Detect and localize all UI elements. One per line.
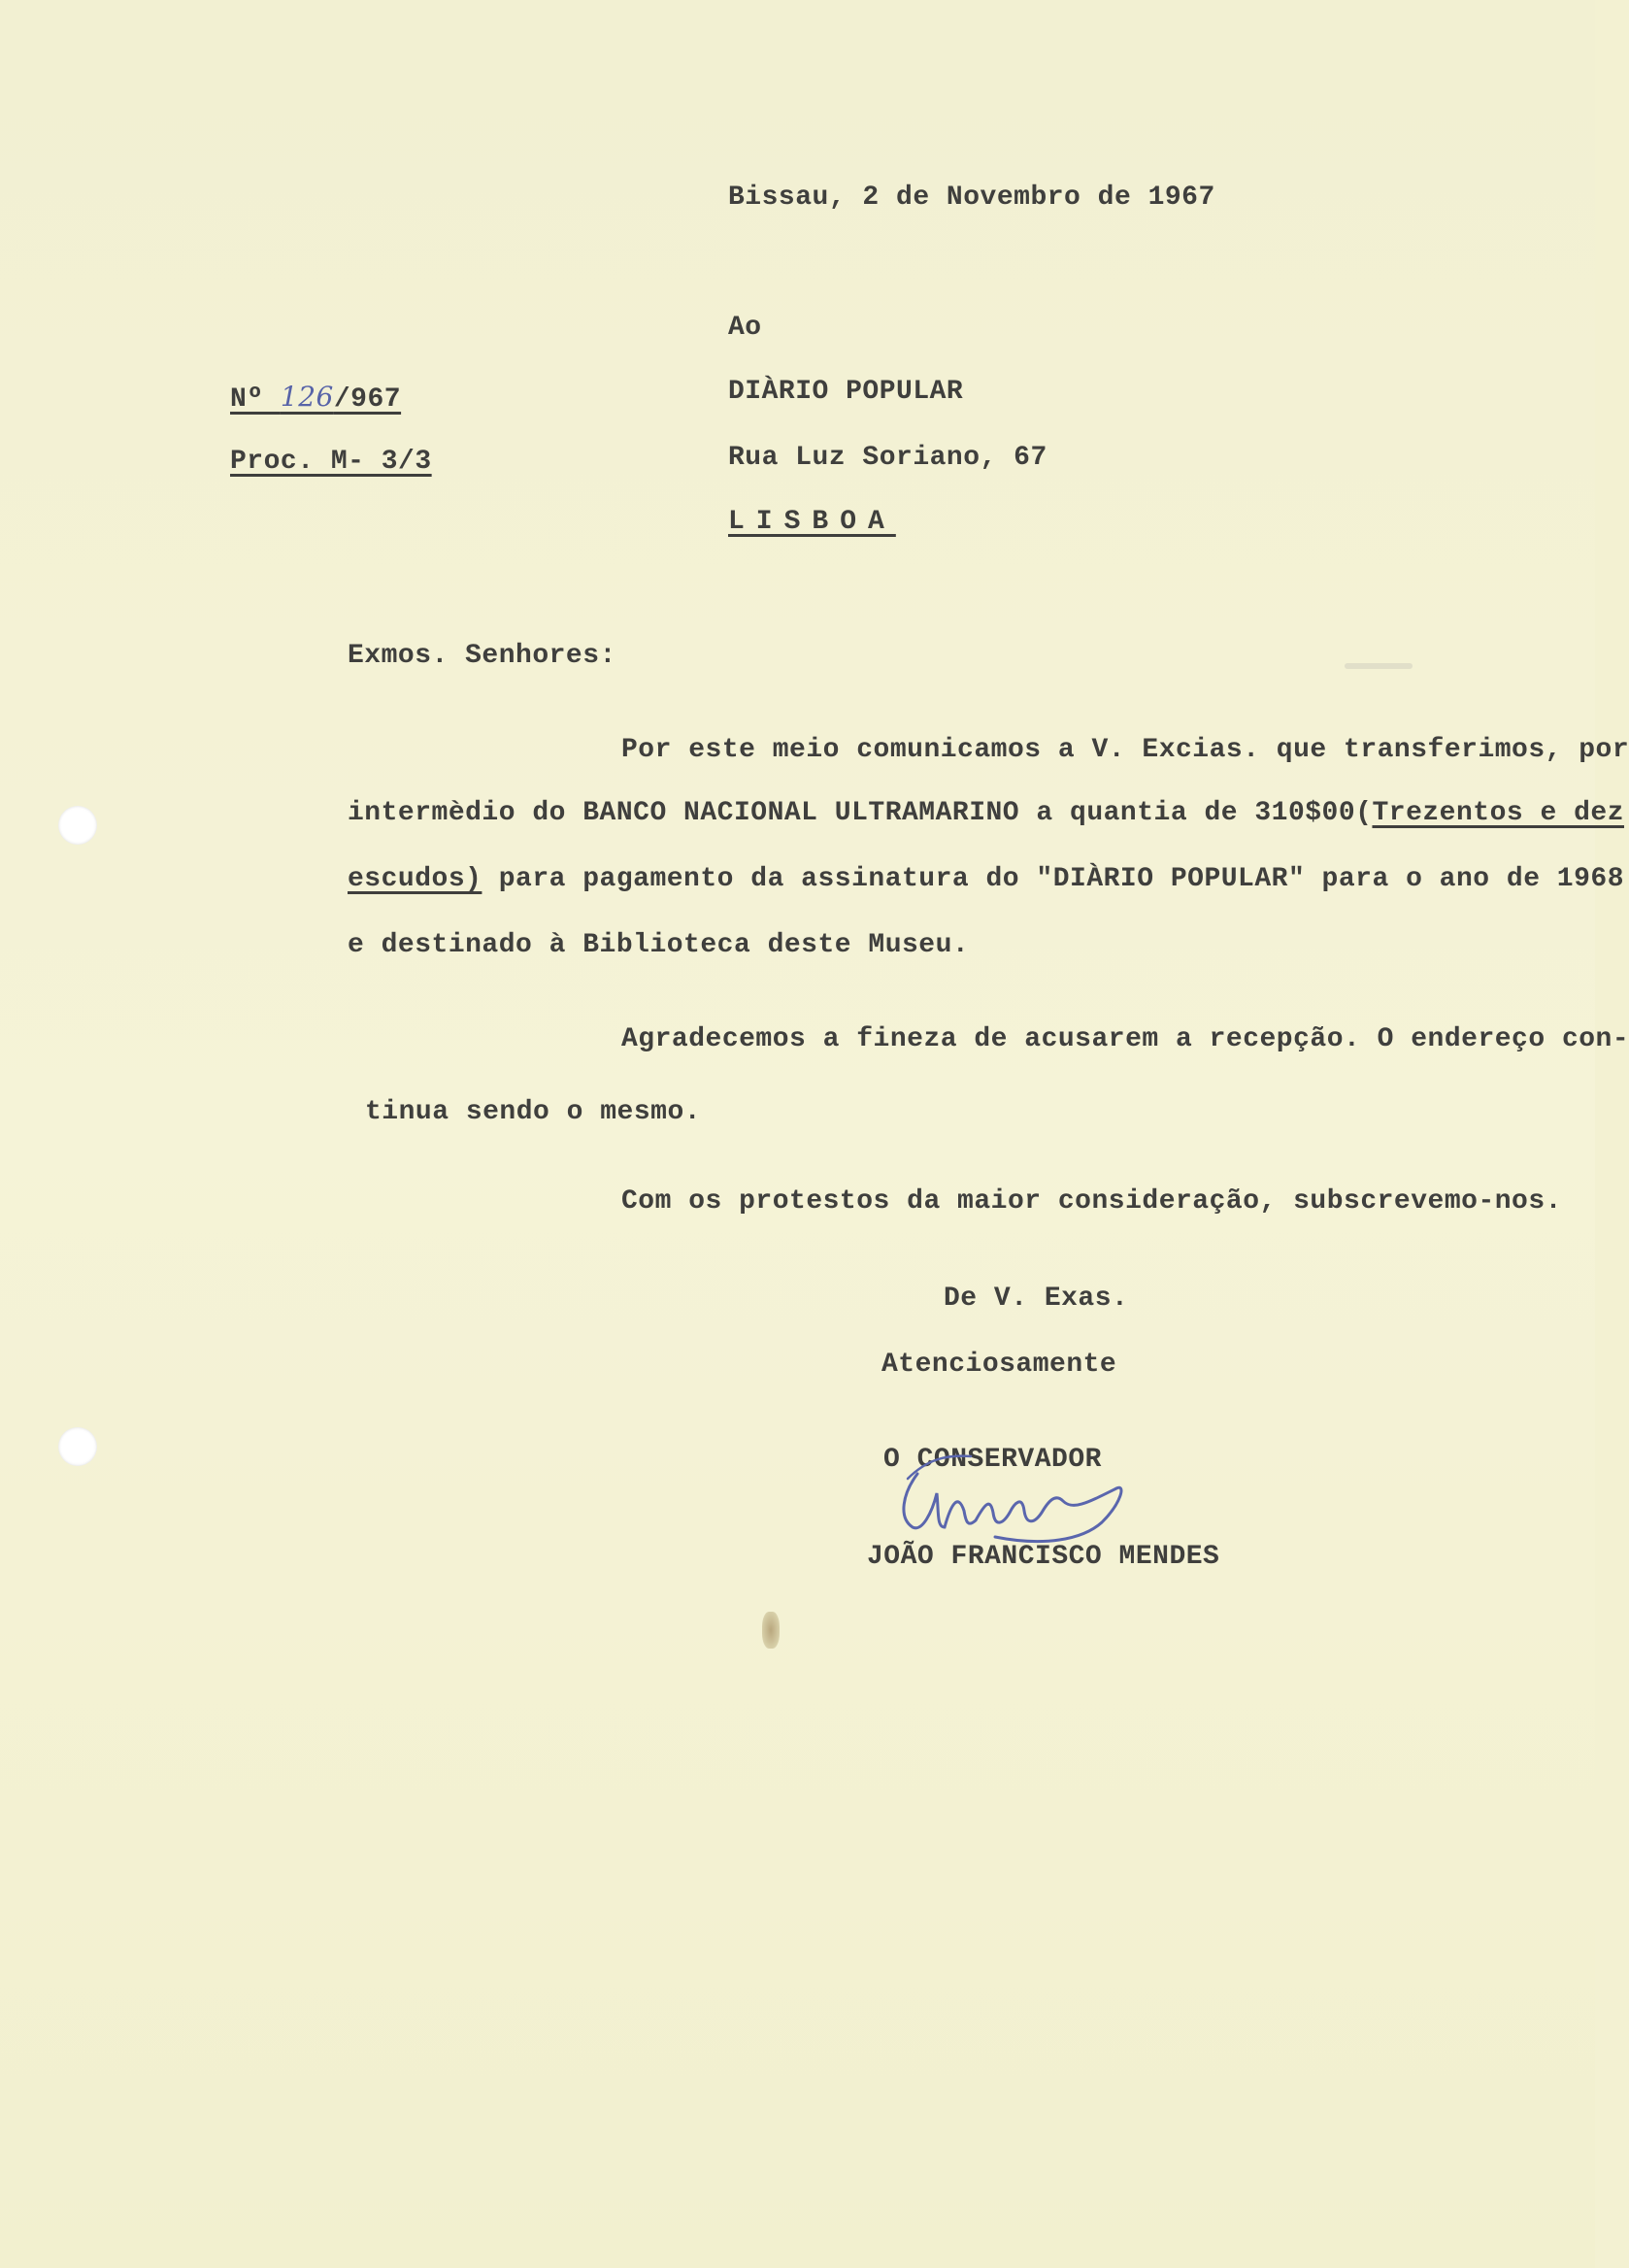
paragraph-1-line-1: Por este meio comunicamos a V. Excias. que transferimos, por <box>621 735 1629 765</box>
signatory-name: JOÃO FRANCISCO MENDES <box>867 1542 1220 1572</box>
paragraph-2-line-1: Agradecemos a fineza de acusarem a recepção. O endereço con- <box>621 1024 1629 1054</box>
reference-number <box>230 381 401 415</box>
recipient-city: LISBOA <box>728 507 896 537</box>
process-number: Proc. M- 3/3 <box>230 447 432 477</box>
paper-smudge <box>1345 663 1413 669</box>
reference-suffix: /967 <box>333 384 402 415</box>
paragraph-1-line-4: e destinado à Biblioteca deste Museu. <box>348 930 970 960</box>
paragraph-1-line-2 <box>348 798 1624 828</box>
greeting: Exmos. Senhores: <box>348 641 616 671</box>
signatory-title: O CONSERVADOR <box>883 1445 1102 1475</box>
paragraph-1-line-2-text: intermèdio do BANCO NACIONAL ULTRAMARINO a quantia de 310$00( <box>348 798 1373 828</box>
reference-prefix: Nº <box>230 384 281 415</box>
paragraph-1-line-3-text: para pagamento da assinatura do "DIÀRIO POPULAR" para o ano de 1968 <box>482 864 1625 894</box>
reference-handwritten-number: 126 <box>280 381 334 413</box>
date-line: Bissau, 2 de Novembro de 1967 <box>728 183 1215 213</box>
closing-line-1: De V. Exas. <box>944 1284 1129 1314</box>
recipient-street: Rua Luz Soriano, 67 <box>728 443 1047 473</box>
paper-stain <box>762 1612 780 1649</box>
paragraph-1-line-3 <box>348 864 1624 894</box>
handwritten-signature <box>879 1435 1131 1551</box>
punch-hole-top <box>58 806 97 845</box>
punch-hole-bottom <box>58 1427 97 1466</box>
paragraph-1-amount-words: Trezentos e dez <box>1372 798 1625 828</box>
recipient-to: Ao <box>728 313 762 343</box>
paragraph-1-amount-words-end: escudos) <box>348 864 482 894</box>
closing-line-2: Atenciosamente <box>881 1350 1117 1380</box>
paragraph-3-line-1: Com os protestos da maior consideração, subscrevemo-nos. <box>621 1186 1562 1217</box>
recipient-name: DIÀRIO POPULAR <box>728 377 964 407</box>
paragraph-2-line-2: tinua sendo o mesmo. <box>365 1097 702 1127</box>
